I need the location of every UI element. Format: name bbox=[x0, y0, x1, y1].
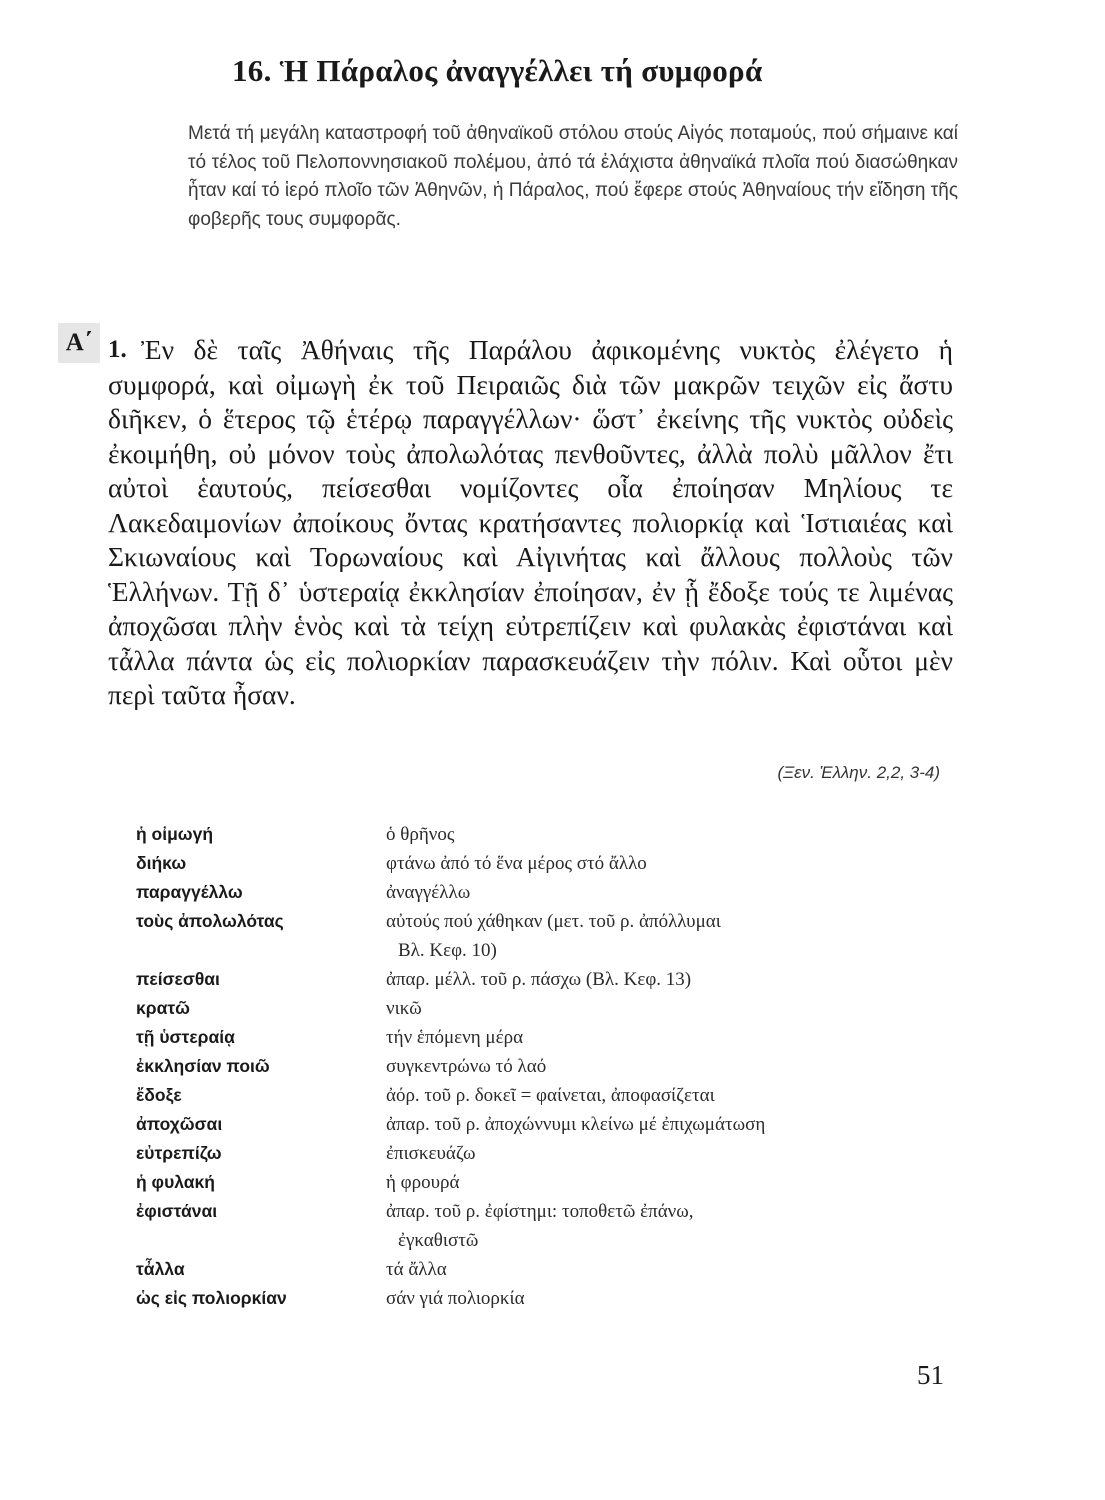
passage-text: Ἐν δὲ ταῖς Ἀθήναις τῆς Παράλου ἀφικομένης νυκτὸς ἐλέγετο ἡ συμφορά, καὶ οἰμωγὴ ἐκ τοῦ Πειραιῶς διὰ τῶν μακρῶν τειχῶν εἰς ἄστυ διῆκεν, ὁ ἕτερος τῷ ἑτέρῳ παραγγέλλων· ὥστ᾽ ἐκείνης τῆς νυκτὸς οὐδεὶς ἐκοιμήθη, οὐ μόνον τοὺς ἀπολωλότας πενθοῦντες, ἀλλὰ πολὺ μᾶλλον ἔτι αὐτοὶ ἑαυτούς, πείσεσθαι νομίζοντες οἷα ἐποίησαν Μηλίους τε Λακεδαιμονίων ἀποίκους ὄντας κρατήσαντες πολιορκίᾳ καὶ Ἱστιαιέας καὶ Σκιωναίους καὶ Τορωναίους καὶ Αἰγινήτας καὶ ἄλλους πολλοὺς τῶν Ἑλλήνων. Τῇ δ᾽ ὑστεραίᾳ ἐκκλησίαν ἐποίησαν, ἐν ᾗ ἔδοξε τούς τε λιμένας ἀποχῶσαι πλὴν ἑνὸς καὶ τὰ τείχη εὐτρεπίζειν καὶ φυλακὰς ἐφιστάναι καὶ τἆλλα πάντα ὡς εἰς πολιορκίαν παρασκευάζειν τὴν πόλιν. Καὶ οὗτοι μὲν περὶ ταῦτα ἦσαν. bbox=[108, 334, 953, 710]
glossary-term: πείσεσθαι bbox=[136, 969, 220, 989]
glossary-term: τῇ ὑστεραίᾳ bbox=[136, 1027, 235, 1047]
glossary-term: ἡ οἰμωγή bbox=[136, 824, 214, 844]
glossary-definition: φτάνω ἀπό τό ἕνα μέρος στό ἄλλο bbox=[386, 853, 647, 874]
passage-citation: (Ξεν. Ἑλλην. 2,2, 3-4) bbox=[777, 763, 940, 782]
glossary-term: ἐκκλησίαν ποιῶ bbox=[136, 1056, 270, 1076]
glossary-entry bbox=[136, 1255, 956, 1284]
glossary-term: παραγγέλλω bbox=[136, 882, 243, 902]
paragraph-number: 1. bbox=[108, 336, 127, 363]
glossary-definition bbox=[386, 1197, 956, 1255]
glossary-term: ὡς εἰς πολιορκίαν bbox=[136, 1288, 287, 1308]
glossary-definition-continuation: Βλ. Κεφ. 10) bbox=[398, 940, 497, 961]
glossary-definition bbox=[386, 907, 956, 965]
glossary-entry bbox=[136, 1081, 956, 1110]
glossary-entry bbox=[136, 1139, 956, 1168]
glossary-entry bbox=[136, 1052, 956, 1081]
glossary-term: εὐτρεπίζω bbox=[136, 1143, 222, 1163]
chapter-title: 16. Ἡ Πάραλος ἀναγγέλλει τή συμφορά bbox=[232, 53, 763, 88]
glossary-definition-continuation: ἐγκαθιστῶ bbox=[398, 1230, 479, 1251]
glossary-term: ἀποχῶσαι bbox=[136, 1114, 223, 1134]
glossary-entry bbox=[136, 907, 956, 965]
glossary-definition-line: αὐτούς πού χάθηκαν (μετ. τοῦ ρ. ἀπόλλυμαι bbox=[386, 911, 721, 932]
page-number: 51 bbox=[917, 1360, 944, 1390]
glossary-entry bbox=[136, 1023, 956, 1052]
glossary-term: τοὺς ἀπολωλότας bbox=[136, 911, 284, 931]
glossary-definition: συγκεντρώνω τό λαό bbox=[386, 1056, 547, 1077]
section-marker: Α΄ bbox=[58, 323, 100, 363]
glossary-definition: ἀπαρ. μέλλ. τοῦ ρ. πάσχω (Βλ. Κεφ. 13) bbox=[386, 969, 692, 990]
glossary-term: διήκω bbox=[136, 853, 187, 873]
glossary-definition: ἀναγγέλλω bbox=[386, 882, 471, 903]
glossary-definition-line: ἀπαρ. τοῦ ρ. ἐφίστημι: τοποθετῶ ἐπάνω, bbox=[386, 1201, 694, 1222]
glossary-definition: ἀπαρ. τοῦ ρ. ἀποχώννυμι κλείνω μέ ἐπιχωμάτωση bbox=[386, 1114, 766, 1135]
glossary-term: ἡ φυλακή bbox=[136, 1172, 215, 1192]
glossary-entry bbox=[136, 1197, 956, 1255]
glossary-entry bbox=[136, 965, 956, 994]
glossary-definition: ἀόρ. τοῦ ρ. δοκεῖ = φαίνεται, ἀποφασίζεται bbox=[386, 1085, 715, 1106]
glossary-definition: νικῶ bbox=[386, 998, 422, 1019]
glossary-entry bbox=[136, 878, 956, 907]
glossary-term: ἔδοξε bbox=[136, 1085, 182, 1105]
glossary bbox=[136, 820, 956, 1313]
glossary-entry bbox=[136, 849, 956, 878]
glossary-entry bbox=[136, 820, 956, 849]
glossary-definition: ὁ θρῆνος bbox=[386, 824, 455, 845]
glossary-term: κρατῶ bbox=[136, 998, 190, 1018]
glossary-definition: σάν γιά πολιορκία bbox=[386, 1288, 525, 1309]
glossary-entry bbox=[136, 1110, 956, 1139]
glossary-definition: τήν ἑπόμενη μέρα bbox=[386, 1027, 524, 1048]
glossary-term: τἆλλα bbox=[136, 1259, 185, 1279]
glossary-entry bbox=[136, 994, 956, 1023]
glossary-definition: τά ἄλλα bbox=[386, 1259, 447, 1280]
chapter-intro: Μετά τή μεγάλη καταστροφή τοῦ ἀθηναϊκοῦ στόλου στούς Αἰγός ποταμούς, πού σήμαινε καί τό τέλος τοῦ Πελοποννησιακοῦ πολέμου, ἀπό τά ἐλάχιστα ἀθηναϊκά πλοῖα πού διασώθηκαν ἦταν καί τό ἱερό πλοῖο τῶν Ἀθηνῶν, ἡ Πάραλος, πού ἔφερε στούς Ἀθηναίους τήν εἴδηση τῆς φοβερῆς τους συμφορᾶς. bbox=[188, 123, 958, 230]
glossary-term: ἐφιστάναι bbox=[136, 1201, 218, 1221]
glossary-definition: ἐπισκευάζω bbox=[386, 1143, 476, 1164]
glossary-entry bbox=[136, 1168, 956, 1197]
glossary-entry bbox=[136, 1284, 956, 1313]
glossary-definition: ἡ φρουρά bbox=[386, 1172, 460, 1193]
